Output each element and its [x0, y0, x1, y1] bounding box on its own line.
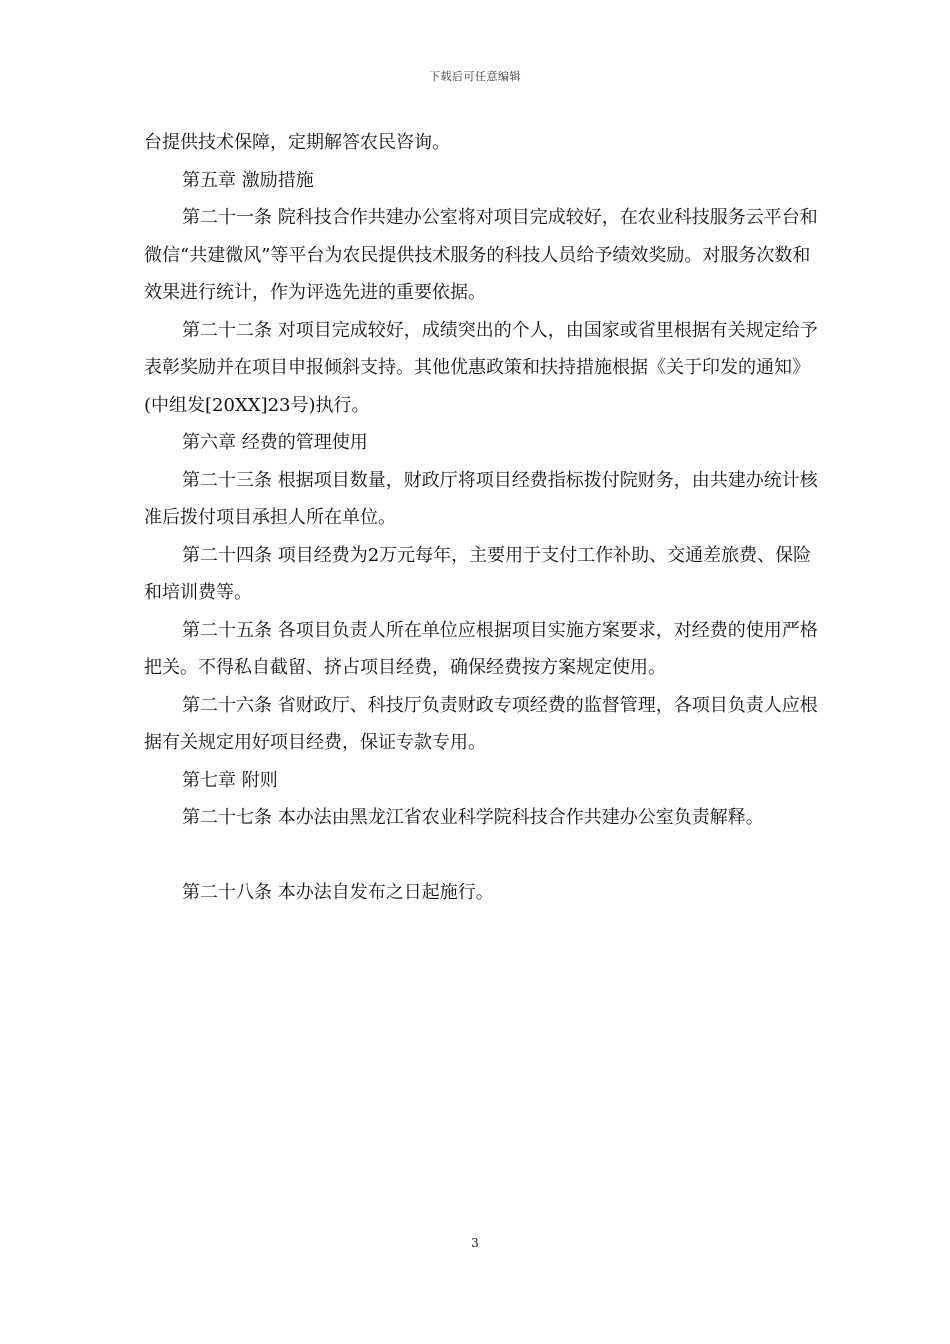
article-22: 第二十二条 对项目完成较好，成绩突出的个人，由国家或省里根据有关规定给予表彰奖励并在项目申报倾斜支持。其他优惠政策和扶持措施根据《关于印发的通知》(中组发[20XX]23号)执行。 — [144, 319, 818, 416]
page-header: 下载后可任意编辑 — [429, 70, 521, 83]
document-body — [144, 124, 818, 911]
chapter-5-heading: 第五章 激励措施 — [182, 169, 314, 191]
article-26: 第二十六条 省财政厅、科技厅负责财政专项经费的监督管理，各项目负责人应根据有关规定用好项目经费，保证专款专用。 — [144, 694, 818, 753]
chapter-7-heading: 第七章 附则 — [182, 769, 278, 791]
paragraph-continuation: 台提供技术保障，定期解答农民咨询。 — [144, 132, 450, 153]
page-number: 3 — [471, 1236, 479, 1250]
article-25: 第二十五条 各项目负责人所在单位应根据项目实施方案要求，对经费的使用严格把关。不得私自截留、挤占项目经费，确保经费按方案规定使用。 — [144, 619, 818, 678]
article-23: 第二十三条 根据项目数量，财政厅将项目经费指标拨付院财务，由共建办统计核准后拨付项目承担人所在单位。 — [144, 469, 818, 528]
article-24: 第二十四条 项目经费为2万元每年，主要用于支付工作补助、交通差旅费、保险和培训费等。 — [144, 544, 812, 603]
article-27: 第二十七条 本办法由黑龙江省农业科学院科技合作共建办公室负责解释。 — [182, 807, 764, 828]
chapter-6-heading: 第六章 经费的管理使用 — [182, 432, 368, 453]
article-28: 第二十八条 本办法自发布之日起施行。 — [182, 881, 494, 903]
blank-line — [144, 837, 818, 874]
article-21: 第二十一条 院科技合作共建办公室将对项目完成较好，在农业科技服务云平台和微信“共建微风”等平台为农民提供技术服务的科技人员给予绩效奖励。对服务次数和效果进行统计，作为评选先进的重要依据。 — [144, 207, 818, 303]
